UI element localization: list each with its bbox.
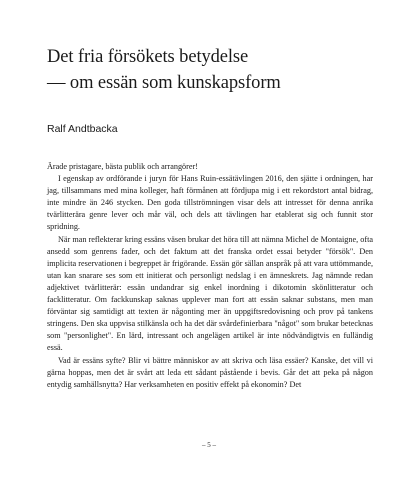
paragraph-3: Vad är essäns syfte? Blir vi bättre människor av att skriva och läsa essäer? Kanske, det vill vi gärna hoppas, men det är svårt att leda ett sådant påstående i bevis. Går det att peka på någon entydig samhällsnytta? Har verksamheten en positiv effekt på ekonomin? Det	[47, 355, 373, 389]
paragraph-1: I egenskap av ordförande i juryn för Hans Ruin-essätävlingen 2016, den sjätte i ordningen, har jag, tillsammans med mina kolleger, haft förmånen att fördjupa mig i ett rekordstort antal bidrag, inte mindre än 246 stycken. Den goda tillströmningen visar dels att intresset för denna anrika tvärlitterära genre lever och mår väl, och dels att tävlingen har etablerat sig och funnit stor spridning.	[47, 174, 373, 232]
page-number: – 5 –	[202, 441, 216, 449]
title-line-2: — om essän som kunskapsform	[47, 73, 281, 93]
title-line-1: Det fria försökets betydelse	[47, 47, 249, 67]
paragraph-2: När man reflekterar kring essäns väsen brukar det höra till att nämna Michel de Montaigne, ofta ansedd som genrens fader, och det faktum att det franska ordet essai betyder "försök". Den implicita reservationen i begreppet är frigörande. Essän gör sällan anspråk på att vara uttömmande, utan kan snarare ses som ett initierat och personligt nedslag i en ämneskrets. Jag nämnde redan adjektivet tvärlitterär: essän undandrar sig enkel inordning i dikotomin skönlitteratur och facklitteratur. Om fackkunskap saknas upplever man fort att essän saknar substans, men man förväntar sig samtidigt att texten är någonting mer än uppgiftsredovisning och prov på tankens stringens. Den ska uppvisa stilkänsla och ha det där svårdefinierbara "något" som brukar betecknas som "personlighet". En lärd, intressant och angelägen artikel är inte nödvändigtvis en fulländig essä.	[47, 234, 373, 353]
article-title	[47, 44, 387, 96]
author-name: Ralf Andtbacka	[47, 123, 118, 135]
article-body	[47, 161, 373, 391]
paragraph-salutation: Ärade pristagare, bästa publik och arrangörer!	[47, 162, 198, 171]
